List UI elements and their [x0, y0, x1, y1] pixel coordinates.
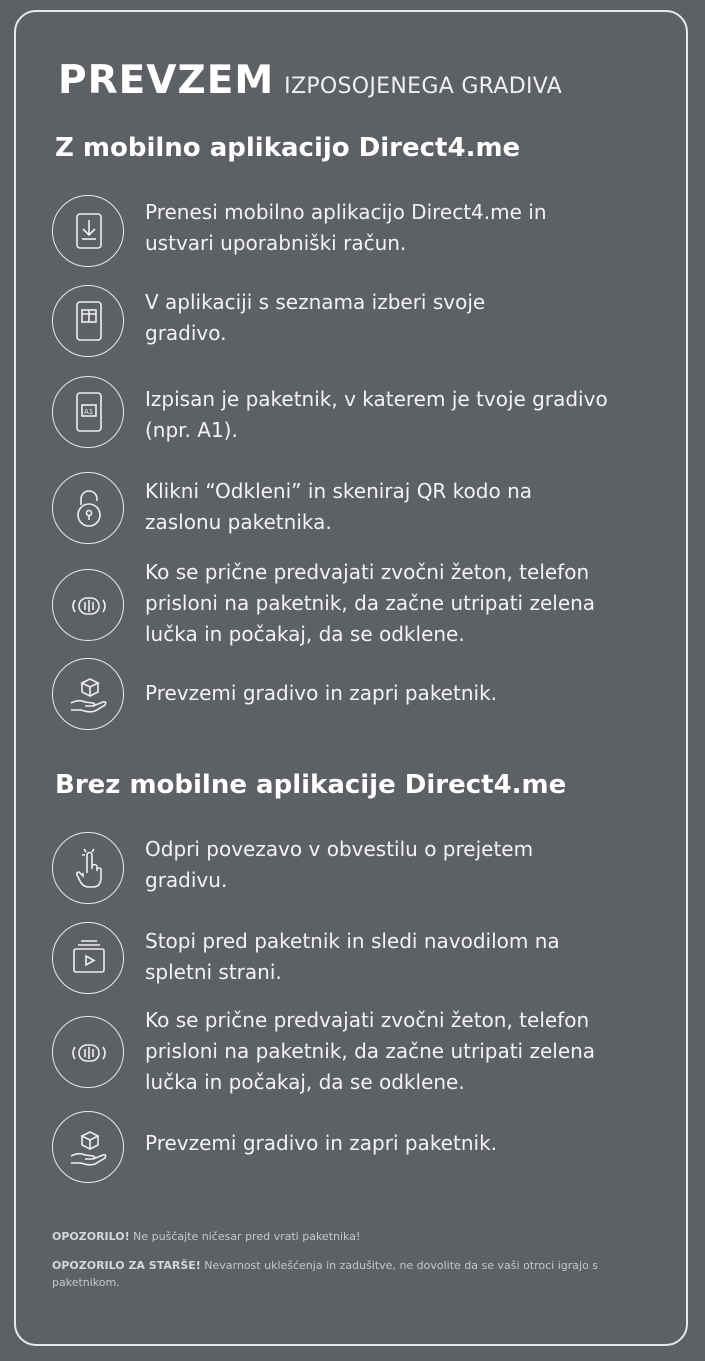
step-select-item: [52, 285, 662, 365]
step-locker-shown: [52, 376, 662, 456]
step-take-item-2: [52, 1111, 662, 1191]
step-follow-instructions: [52, 922, 662, 1002]
section-heading-no-app: Brez mobilne aplikacije Direct4.me: [55, 770, 567, 800]
padlock-icon: [52, 472, 124, 544]
step-text-line: ustvari uporabniški račun.: [145, 231, 407, 255]
warning-general: [52, 1228, 662, 1245]
sound-token-icon: [52, 569, 124, 641]
step-text-line: gradivu.: [145, 868, 228, 892]
tap-finger-icon: [52, 832, 124, 904]
step-text-line: Klikni “Odkleni” in skeniraj QR kodo na: [145, 479, 533, 503]
step-sound-token-2: [52, 1008, 662, 1094]
warning-label: OPOZORILO ZA STARŠE!: [52, 1259, 201, 1272]
phone-list-icon: [52, 285, 124, 357]
warning-text: Nevarnost uklešćenja in zadušitve, ne dovolite da se vaši otroci igrajo s paketnikom.: [52, 1259, 599, 1289]
step-text-line: Stopi pred paketnik in sledi navodilom na: [145, 929, 560, 953]
phone-download-icon: [52, 195, 124, 267]
step-text-line: Prevzemi gradivo in zapri paketnik.: [145, 1131, 498, 1155]
phone-locker-icon: [52, 376, 124, 448]
step-text-line: prisloni na paketnik, da začne utripati zelena: [145, 1039, 596, 1063]
section-heading-app: Z mobilno aplikacijo Direct4.me: [55, 133, 521, 163]
warning-parents: [52, 1257, 662, 1291]
step-text-line: zaslonu paketnika.: [145, 510, 332, 534]
hand-package-icon: [52, 658, 124, 730]
step-text-line: lučka in počakaj, da se odklene.: [145, 1070, 465, 1094]
step-sound-token: [52, 560, 662, 646]
step-text-line: (npr. A1).: [145, 418, 238, 442]
step-text-line: lučka in počakaj, da se odklene.: [145, 622, 465, 646]
step-text-line: Ko se prične predvajati zvočni žeton, telefon: [145, 1008, 590, 1032]
screen-play-icon: [52, 922, 124, 994]
step-text-line: prisloni na paketnik, da začne utripati zelena: [145, 591, 596, 615]
step-download-app: [52, 195, 662, 275]
step-text-line: V aplikaciji s seznama izberi svoje: [145, 290, 486, 314]
step-text-line: Odpri povezavo v obvestilu o prejetem: [145, 837, 534, 861]
step-take-item: [52, 658, 662, 738]
sound-token-icon: [52, 1016, 124, 1088]
step-unlock: [52, 472, 662, 552]
page-title: [58, 58, 562, 103]
hand-package-icon: [52, 1111, 124, 1183]
step-text-line: Prevzemi gradivo in zapri paketnik.: [145, 681, 498, 705]
step-text-line: Ko se prične predvajati zvočni žeton, telefon: [145, 560, 590, 584]
svg-text:A1: A1: [84, 408, 94, 416]
title-bold: PREVZEM: [58, 58, 275, 103]
step-text-line: gradivo.: [145, 321, 227, 345]
step-text-line: spletni strani.: [145, 960, 282, 984]
warning-text: Ne puščajte ničesar pred vrati paketnika!: [133, 1230, 361, 1243]
step-text-line: Izpisan je paketnik, v katerem je tvoje gradivo: [145, 387, 608, 411]
warning-label: OPOZORILO!: [52, 1230, 130, 1243]
title-rest: IZPOSOJENEGA GRADIVA: [284, 74, 563, 99]
step-open-link: [52, 832, 662, 912]
step-text-line: Prenesi mobilno aplikacijo Direct4.me in: [145, 200, 547, 224]
